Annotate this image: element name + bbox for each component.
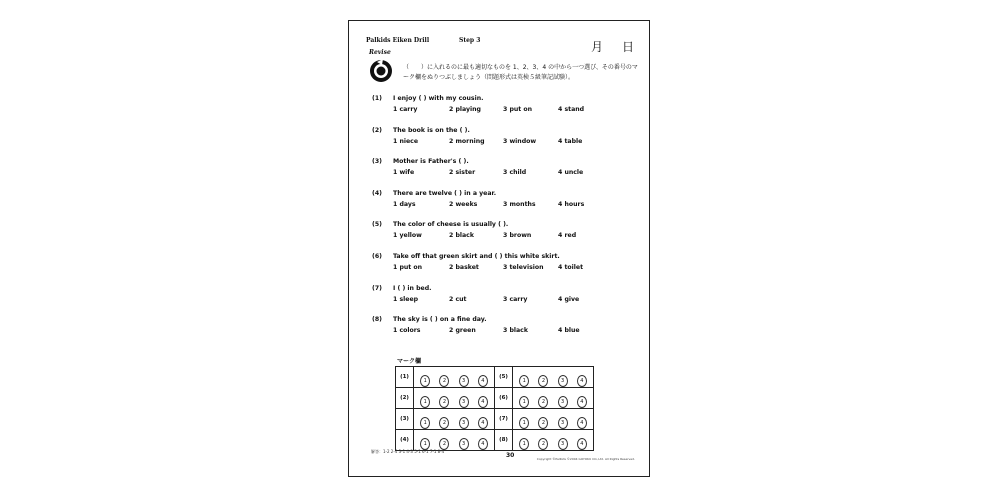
- answer-bubble[interactable]: 4: [577, 396, 587, 408]
- mark-question-number: (8): [495, 430, 513, 451]
- answer-option: 4 hours: [558, 200, 585, 208]
- mark-question-number: (4): [396, 430, 414, 451]
- answer-bubble[interactable]: 3: [459, 438, 469, 450]
- answer-option: 2 sister: [449, 169, 476, 177]
- date-field: [591, 38, 635, 55]
- worksheet-title: Palkids Eiken Drill: [366, 37, 430, 44]
- revise-label: Revise: [369, 49, 391, 56]
- answer-bubble[interactable]: 2: [439, 417, 449, 429]
- mark-question-number: (6): [495, 388, 513, 409]
- answer-bubble[interactable]: 4: [577, 375, 587, 387]
- answer-bubble[interactable]: 4: [478, 438, 488, 450]
- answer-bubble[interactable]: 3: [459, 396, 469, 408]
- answer-option: 3 window: [503, 137, 537, 145]
- mark-section-title: マーク欄: [397, 358, 422, 365]
- answer-option: 4 table: [558, 137, 583, 145]
- answer-bubble[interactable]: 2: [538, 417, 548, 429]
- answer-option: 1 days: [393, 200, 416, 208]
- question-stem: The book is on the ( ).: [393, 126, 470, 134]
- answer-bubble[interactable]: 3: [558, 438, 568, 450]
- answer-option: 4 uncle: [558, 169, 584, 177]
- question-stem: Mother is Father's ( ).: [393, 158, 469, 166]
- mark-bubbles: [513, 409, 594, 430]
- answer-bubble[interactable]: 3: [459, 417, 469, 429]
- answer-option: 1 niece: [393, 137, 419, 145]
- answer-bubble[interactable]: 2: [538, 396, 548, 408]
- question-stem: The sky is ( ) on a fine day.: [393, 316, 487, 324]
- answer-bubble[interactable]: 3: [558, 417, 568, 429]
- answer-bubble[interactable]: 4: [577, 438, 587, 450]
- mark-question-number: (2): [396, 388, 414, 409]
- question-stem: Take off that green skirt and ( ) this white skirt.: [393, 253, 560, 260]
- question-number: (2): [372, 126, 382, 134]
- answer-option: 2 morning: [449, 137, 485, 145]
- answer-option: 3 child: [503, 169, 527, 177]
- question-stem: The color of cheese is usually ( ).: [393, 221, 509, 229]
- worksheet-page: [348, 20, 650, 477]
- mark-question-number: (7): [495, 409, 513, 430]
- answer-mark-table: [395, 366, 594, 451]
- answer-bubble[interactable]: 4: [478, 396, 488, 408]
- answer-option: 4 stand: [558, 106, 585, 113]
- answer-option: 3 black: [503, 327, 528, 335]
- answer-option: 2 playing: [449, 106, 481, 113]
- mark-bubbles: [414, 388, 495, 409]
- instructions: （ ）に入れるのに最も適切なものを 1、2、3、4 の中から一つ選び、その番号のマーク欄をぬりつぶしましょう（問題形式は英検５級筆記試験）。: [403, 64, 638, 81]
- mark-row: [396, 388, 594, 409]
- mark-question-number: (1): [396, 367, 414, 388]
- question-number: (8): [372, 316, 382, 324]
- question-number: (6): [372, 253, 382, 260]
- answer-option: 3 months: [503, 200, 536, 208]
- answer-option: 3 put on: [503, 106, 533, 113]
- mark-bubbles: [414, 430, 495, 451]
- answer-bubble[interactable]: 4: [478, 417, 488, 429]
- mark-bubbles: [513, 430, 594, 451]
- mark-row: [396, 367, 594, 388]
- answer-option: 3 television: [503, 264, 544, 271]
- mark-question-number: (3): [396, 409, 414, 430]
- answer-option: 3 brown: [503, 232, 532, 240]
- answer-option: 4 give: [558, 295, 580, 303]
- day-label: 日: [621, 40, 635, 54]
- answer-bubble[interactable]: 1: [519, 417, 529, 429]
- answer-bubble[interactable]: 1: [519, 375, 529, 387]
- question-stem: I enjoy ( ) with my cousin.: [393, 95, 484, 102]
- answer-option: 1 wife: [393, 169, 415, 177]
- answer-bubble[interactable]: 2: [439, 396, 449, 408]
- answer-bubble[interactable]: 2: [439, 375, 449, 387]
- answer-bubble[interactable]: 1: [420, 396, 430, 408]
- mark-bubbles: [414, 367, 495, 388]
- answer-bubble[interactable]: 4: [577, 417, 587, 429]
- answer-option: 1 yellow: [393, 232, 422, 240]
- answer-option: 2 weeks: [449, 200, 478, 208]
- question-stem: There are twelve ( ) in a year.: [393, 189, 497, 197]
- answer-bubble[interactable]: 1: [420, 417, 430, 429]
- answer-option: 4 blue: [558, 327, 580, 335]
- question-number: (1): [372, 95, 382, 102]
- step-label: Step 3: [459, 37, 481, 44]
- answer-bubble[interactable]: 2: [538, 375, 548, 387]
- mark-row: [396, 409, 594, 430]
- answer-bubble[interactable]: 3: [558, 375, 568, 387]
- answer-key: 解答：1-2 2-4 3-1 4-3 5-1 6-1 7-1 8-4: [371, 449, 445, 454]
- question-number: (5): [372, 221, 382, 229]
- answer-option: 2 cut: [449, 295, 467, 303]
- question-number: (4): [372, 189, 382, 197]
- answer-bubble[interactable]: 1: [519, 438, 529, 450]
- page-number: 30: [506, 452, 515, 459]
- mark-bubbles: [414, 409, 495, 430]
- month-label: 月: [590, 40, 604, 54]
- mark-row: [396, 430, 594, 451]
- answer-option: 4 red: [558, 232, 577, 240]
- revise-icon: [367, 56, 395, 84]
- answer-bubble[interactable]: 1: [519, 396, 529, 408]
- answer-bubble[interactable]: 2: [439, 438, 449, 450]
- answer-option: 1 carry: [393, 106, 418, 113]
- answer-bubble[interactable]: 1: [420, 375, 430, 387]
- answer-bubble[interactable]: 3: [459, 375, 469, 387]
- mark-question-number: (5): [495, 367, 513, 388]
- question-number: (7): [372, 284, 382, 292]
- answer-option: 3 carry: [503, 295, 528, 303]
- answer-option: 1 colors: [393, 327, 421, 335]
- answer-option: 2 basket: [449, 264, 479, 271]
- answer-bubble[interactable]: 4: [478, 375, 488, 387]
- revise-badge: [365, 49, 399, 85]
- answer-option: 4 toilet: [558, 264, 584, 271]
- copyright-notice: Copyright ©PalKids ©2004 GOYOKU CO.,Ltd. All Rights Reserved.: [536, 457, 635, 461]
- question-stem: I ( ) in bed.: [393, 284, 432, 292]
- mark-bubbles: [513, 388, 594, 409]
- mark-bubbles: [513, 367, 594, 388]
- answer-bubble[interactable]: 1: [420, 438, 430, 450]
- answer-bubble[interactable]: 2: [538, 438, 548, 450]
- answer-option: 2 green: [449, 327, 476, 335]
- answer-bubble[interactable]: 3: [558, 396, 568, 408]
- answer-option: 1 put on: [393, 264, 423, 271]
- answer-option: 2 black: [449, 232, 474, 240]
- question-number: (3): [372, 158, 382, 166]
- answer-option: 1 sleep: [393, 295, 419, 303]
